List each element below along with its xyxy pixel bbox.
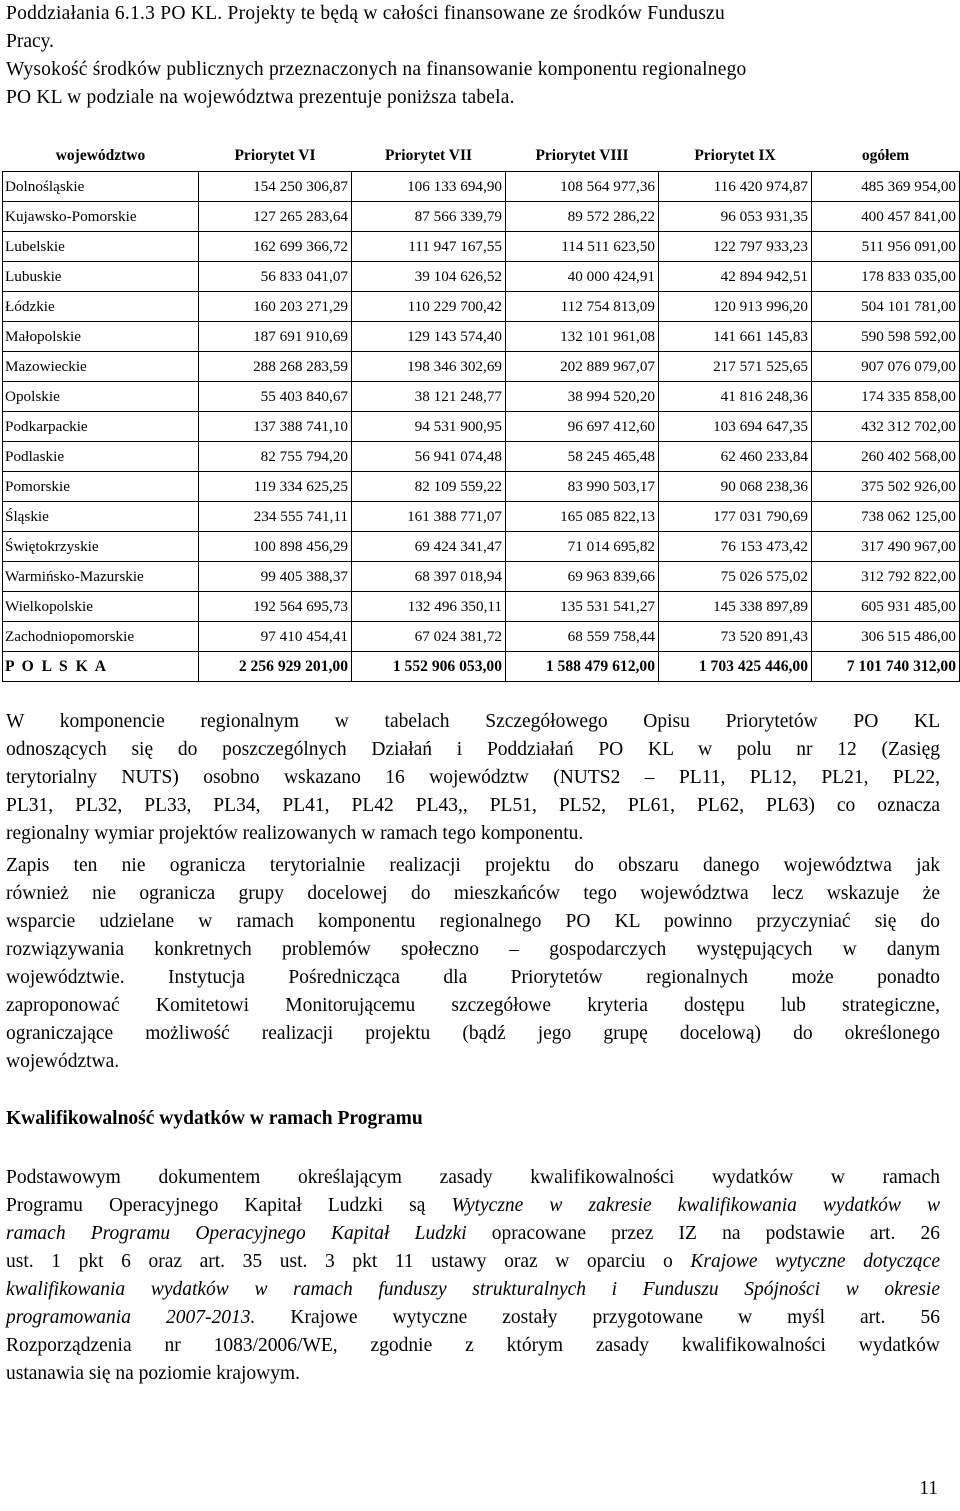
amount-cell: 154 250 306,87 (199, 172, 352, 202)
amount-cell: 485 369 954,00 (812, 172, 960, 202)
header-cell: Priorytet VII (384, 147, 473, 164)
region-cell: Wielkopolskie (3, 592, 199, 622)
header-cell: Priorytet VIII (535, 147, 629, 164)
amount-cell: 75 026 575,02 (659, 562, 812, 592)
table-row (3, 442, 960, 472)
text-line: również nie ogranicza grupy docelowej do mieszkańców tego województwa lecz wskazuje że (6, 883, 940, 904)
intro-line-4: PO KL w podziale na województwa prezentuje poniższa tabela. (6, 87, 515, 108)
amount-cell: 161 388 771,07 (352, 502, 506, 532)
amount-cell: 97 410 454,41 (199, 622, 352, 652)
table-row (3, 622, 960, 652)
amount-cell: 202 889 967,07 (506, 352, 659, 382)
amount-cell: 217 571 525,65 (659, 352, 812, 382)
funding-table (2, 141, 960, 682)
amount-cell: 432 312 702,00 (812, 412, 960, 442)
amount-cell: 41 816 248,36 (659, 382, 812, 412)
amount-cell: 504 101 781,00 (812, 292, 960, 322)
amount-cell: 110 229 700,42 (352, 292, 506, 322)
amount-cell: 119 334 625,25 (199, 472, 352, 502)
paragraph-regional-component (6, 708, 940, 848)
table-row (3, 592, 960, 622)
text-line (6, 1248, 940, 1276)
text-line: wsparcie udzielane w ramach komponentu regionalnego PO KL powinno przyczyniać się do (6, 911, 940, 932)
table-row (3, 172, 960, 202)
section-heading: Kwalifikowalność wydatków w ramach Programu (6, 1108, 423, 1129)
paragraph-eligibility (6, 1164, 940, 1388)
text-line: ustanawia się na poziomie krajowym. (6, 1363, 301, 1384)
amount-cell: 68 397 018,94 (352, 562, 506, 592)
table-row (3, 232, 960, 262)
amount-cell: 71 014 695,82 (506, 532, 659, 562)
text-line: Zapis ten nie ogranicza terytorialnie realizacji projektu do obszaru danego województwa jak (6, 855, 940, 876)
amount-cell: 132 496 350,11 (352, 592, 506, 622)
amount-cell: 112 754 813,09 (506, 292, 659, 322)
amount-cell: 2 256 929 201,00 (199, 652, 352, 682)
amount-cell: 177 031 790,69 (659, 502, 812, 532)
amount-cell: 132 101 961,08 (506, 322, 659, 352)
intro-paragraph (6, 0, 940, 112)
text-line: ograniczające możliwość realizacji projektu (bądź jego grupę docelową) do określonego (6, 1023, 940, 1044)
amount-cell: 111 947 167,55 (352, 232, 506, 262)
table-body (3, 172, 960, 682)
text-line: W komponencie regionalnym w tabelach Szczegółowego Opisu Priorytetów PO KL (6, 711, 940, 732)
region-cell: P O L S K A (3, 652, 199, 682)
amount-cell: 83 990 503,17 (506, 472, 659, 502)
italic-title: kwalifikowania wydatków w ramach funduszy strukturalnych i Funduszu Spójności w okresie (6, 1279, 940, 1300)
paragraph-territorial-scope (6, 852, 940, 1076)
amount-cell: 106 133 694,90 (352, 172, 506, 202)
amount-cell: 96 697 412,60 (506, 412, 659, 442)
region-cell: Łódzkie (3, 292, 199, 322)
region-cell: Podkarpackie (3, 412, 199, 442)
amount-cell: 234 555 741,11 (199, 502, 352, 532)
region-cell: Kujawsko-Pomorskie (3, 202, 199, 232)
amount-cell: 260 402 568,00 (812, 442, 960, 472)
region-cell: Dolnośląskie (3, 172, 199, 202)
amount-cell: 375 502 926,00 (812, 472, 960, 502)
amount-cell: 288 268 283,59 (199, 352, 352, 382)
text-run: ust. 1 pkt 6 oraz art. 35 ust. 3 pkt 11 ustawy oraz w oparciu o (6, 1251, 691, 1272)
amount-cell: 174 335 858,00 (812, 382, 960, 412)
amount-cell: 67 024 381,72 (352, 622, 506, 652)
text-line: regionalny wymiar projektów realizowanych w ramach tego komponentu. (6, 823, 584, 844)
amount-cell: 62 460 233,84 (659, 442, 812, 472)
italic-title: Krajowe wytyczne dotyczące (690, 1251, 940, 1272)
amount-cell: 1 588 479 612,00 (506, 652, 659, 682)
amount-cell: 1 552 906 053,00 (352, 652, 506, 682)
amount-cell: 116 420 974,87 (659, 172, 812, 202)
text-line: województwie. Instytucja Pośrednicząca dla Priorytetów regionalnych może ponadto (6, 967, 940, 988)
intro-line-2: Pracy. (6, 31, 55, 52)
amount-cell: 165 085 822,13 (506, 502, 659, 532)
amount-cell: 137 388 741,10 (199, 412, 352, 442)
amount-cell: 605 931 485,00 (812, 592, 960, 622)
amount-cell: 55 403 840,67 (199, 382, 352, 412)
table-row (3, 322, 960, 352)
intro-line-3: Wysokość środków publicznych przeznaczonych na finansowanie komponentu regionalnego (6, 59, 747, 80)
region-cell: Pomorskie (3, 472, 199, 502)
amount-cell: 317 490 967,00 (812, 532, 960, 562)
region-cell: Śląskie (3, 502, 199, 532)
text-run: Programu Operacyjnego Kapitał Ludzki są (6, 1195, 452, 1216)
amount-cell: 58 245 465,48 (506, 442, 659, 472)
table-row (3, 262, 960, 292)
amount-cell: 68 559 758,44 (506, 622, 659, 652)
amount-cell: 76 153 473,42 (659, 532, 812, 562)
amount-cell: 90 068 238,36 (659, 472, 812, 502)
amount-cell: 69 963 839,66 (506, 562, 659, 592)
header-cell: województwo (55, 147, 146, 164)
region-cell: Mazowieckie (3, 352, 199, 382)
region-cell: Lubelskie (3, 232, 199, 262)
amount-cell: 120 913 996,20 (659, 292, 812, 322)
text-line: Rozporządzenia nr 1083/2006/WE, zgodnie z którym zasady kwalifikowalności wydatków (6, 1335, 940, 1356)
amount-cell: 96 053 931,35 (659, 202, 812, 232)
amount-cell: 94 531 900,95 (352, 412, 506, 442)
amount-cell: 38 994 520,20 (506, 382, 659, 412)
amount-cell: 82 109 559,22 (352, 472, 506, 502)
text-line: terytorialny NUTS) osobno wskazano 16 województw (NUTS2 – PL11, PL12, PL21, PL22, (6, 767, 940, 788)
amount-cell: 129 143 574,40 (352, 322, 506, 352)
table-row (3, 382, 960, 412)
table-row (3, 292, 960, 322)
header-cell: Priorytet IX (694, 147, 776, 164)
text-line (6, 1304, 940, 1332)
text-run: opracowane przez IZ na podstawie art. 26 (466, 1223, 940, 1244)
amount-cell: 82 755 794,20 (199, 442, 352, 472)
text-line: odnoszących się do poszczególnych Działań i Poddziałań PO KL w polu nr 12 (Zasięg (6, 739, 940, 760)
amount-cell: 135 531 541,27 (506, 592, 659, 622)
italic-title: programowania 2007-2013. (6, 1307, 256, 1328)
amount-cell: 907 076 079,00 (812, 352, 960, 382)
amount-cell: 400 457 841,00 (812, 202, 960, 232)
amount-cell: 39 104 626,52 (352, 262, 506, 292)
page-number: 11 (919, 1478, 938, 1499)
intro-line-1: Poddziałania 6.1.3 PO KL. Projekty te będą w całości finansowane ze środków Funduszu (6, 3, 726, 24)
text-line: PL31, PL32, PL33, PL34, PL41, PL42 PL43,, PL51, PL52, PL61, PL62, PL63) co oznacza (6, 795, 940, 816)
table-row (3, 202, 960, 232)
region-cell: Zachodniopomorskie (3, 622, 199, 652)
amount-cell: 145 338 897,89 (659, 592, 812, 622)
table-row (3, 532, 960, 562)
amount-cell: 89 572 286,22 (506, 202, 659, 232)
amount-cell: 312 792 822,00 (812, 562, 960, 592)
amount-cell: 306 515 486,00 (812, 622, 960, 652)
amount-cell: 38 121 248,77 (352, 382, 506, 412)
amount-cell: 511 956 091,00 (812, 232, 960, 262)
amount-cell: 69 424 341,47 (352, 532, 506, 562)
table-row (3, 472, 960, 502)
region-cell: Lubuskie (3, 262, 199, 292)
amount-cell: 198 346 302,69 (352, 352, 506, 382)
amount-cell: 73 520 891,43 (659, 622, 812, 652)
table-header-row (3, 141, 960, 172)
text-line (6, 1192, 940, 1220)
amount-cell: 56 833 041,07 (199, 262, 352, 292)
amount-cell: 108 564 977,36 (506, 172, 659, 202)
amount-cell: 103 694 647,35 (659, 412, 812, 442)
region-cell: Opolskie (3, 382, 199, 412)
amount-cell: 7 101 740 312,00 (812, 652, 960, 682)
text-line: rozwiązywania konkretnych problemów społeczno – gospodarczych występujących w danym (6, 939, 940, 960)
amount-cell: 40 000 424,91 (506, 262, 659, 292)
text-run: Krajowe wytyczne zostały przygotowane w myśl art. 56 (255, 1307, 940, 1328)
amount-cell: 56 941 074,48 (352, 442, 506, 472)
amount-cell: 187 691 910,69 (199, 322, 352, 352)
table-row (3, 412, 960, 442)
amount-cell: 122 797 933,23 (659, 232, 812, 262)
text-line: województwa. (6, 1051, 120, 1072)
amount-cell: 738 062 125,00 (812, 502, 960, 532)
amount-cell: 87 566 339,79 (352, 202, 506, 232)
amount-cell: 99 405 388,37 (199, 562, 352, 592)
italic-title: ramach Programu Operacyjnego Kapitał Ludzki (6, 1223, 467, 1244)
header-cell: Priorytet VI (234, 147, 316, 164)
amount-cell: 178 833 035,00 (812, 262, 960, 292)
text-line: zaproponować Komitetowi Monitorującemu szczegółowe kryteria dostępu lub strategiczne, (6, 995, 940, 1016)
text-line (6, 1276, 940, 1304)
amount-cell: 114 511 623,50 (506, 232, 659, 262)
table-row (3, 562, 960, 592)
region-cell: Świętokrzyskie (3, 532, 199, 562)
text-line (6, 1220, 940, 1248)
amount-cell: 192 564 695,73 (199, 592, 352, 622)
table-row (3, 502, 960, 532)
amount-cell: 1 703 425 446,00 (659, 652, 812, 682)
amount-cell: 160 203 271,29 (199, 292, 352, 322)
region-cell: Warmińsko-Mazurskie (3, 562, 199, 592)
table-total-row (3, 652, 960, 682)
amount-cell: 141 661 145,83 (659, 322, 812, 352)
table-row (3, 352, 960, 382)
region-cell: Podlaskie (3, 442, 199, 472)
header-cell: ogółem (861, 147, 910, 164)
amount-cell: 42 894 942,51 (659, 262, 812, 292)
amount-cell: 127 265 283,64 (199, 202, 352, 232)
amount-cell: 590 598 592,00 (812, 322, 960, 352)
amount-cell: 162 699 366,72 (199, 232, 352, 262)
amount-cell: 100 898 456,29 (199, 532, 352, 562)
italic-title: Wytyczne w zakresie kwalifikowania wydatków w (451, 1195, 940, 1216)
region-cell: Małopolskie (3, 322, 199, 352)
text-line: Podstawowym dokumentem określającym zasady kwalifikowalności wydatków w ramach (6, 1167, 940, 1188)
